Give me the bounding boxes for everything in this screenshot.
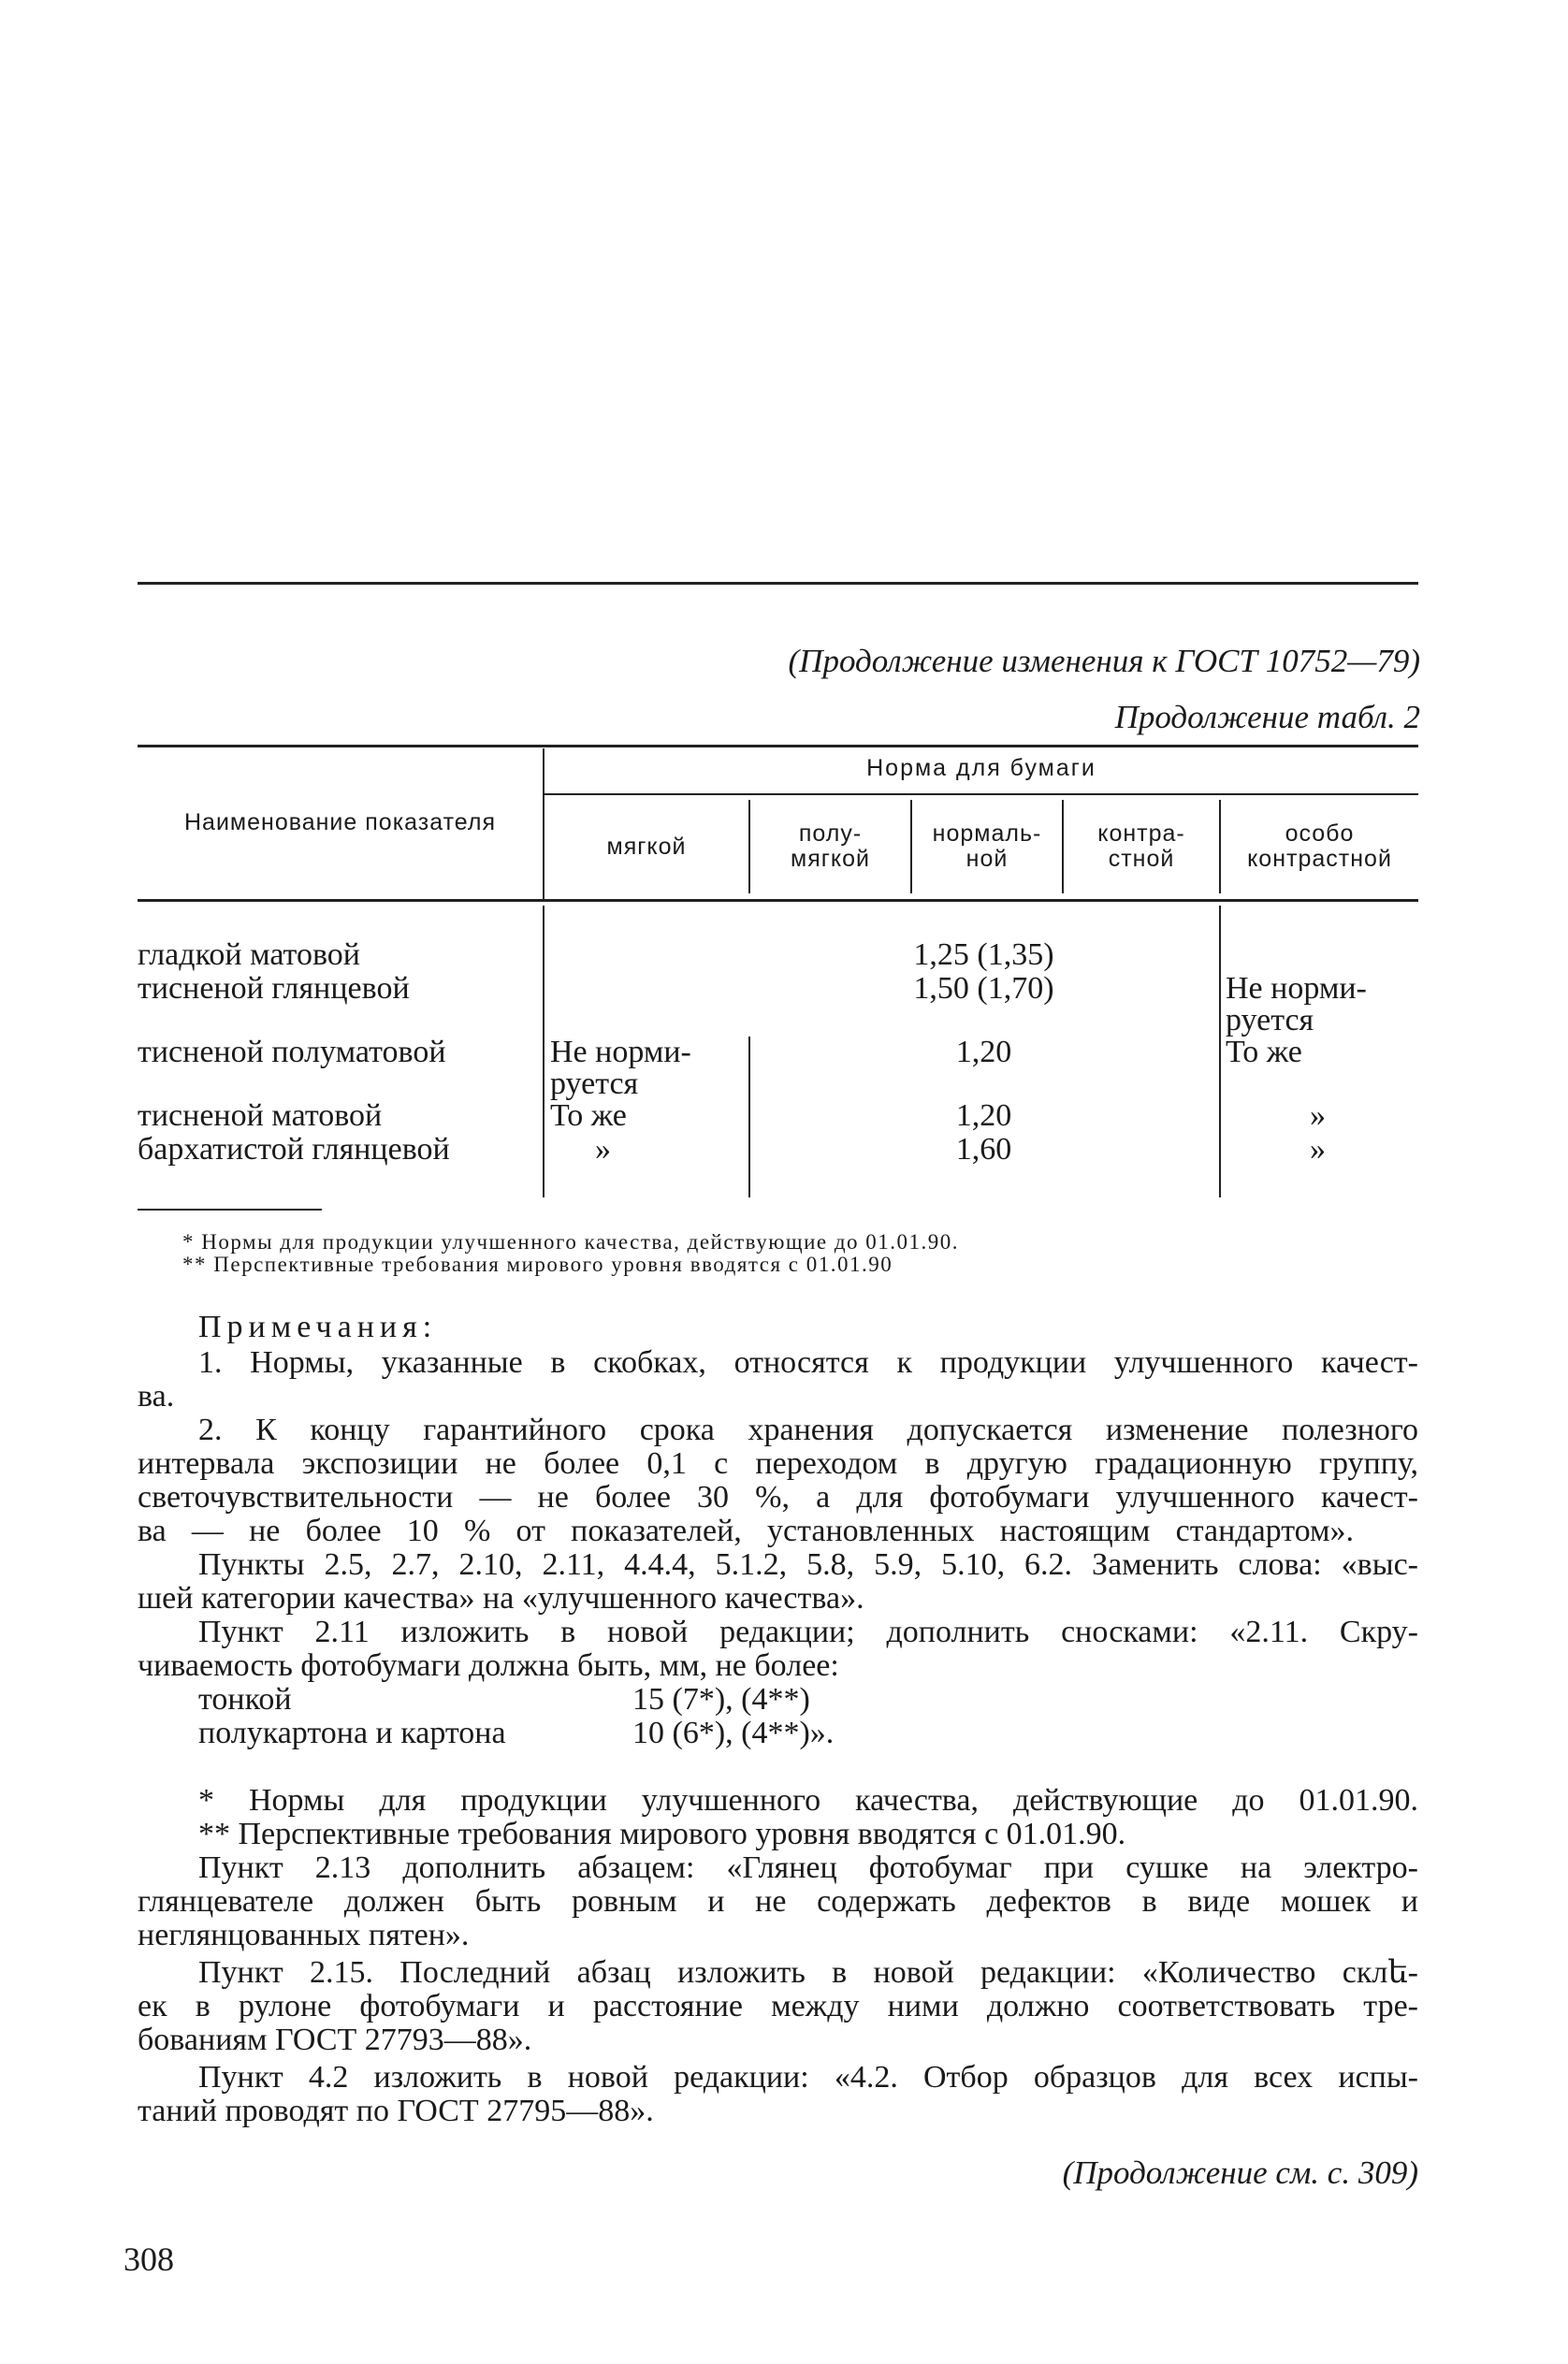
col-semisoft-header: полу- мягкой: [791, 820, 870, 872]
body-line: светочувствительности — не более 30 %, а для фотобумаги улучшенного качест-: [138, 1480, 1418, 1515]
curl-label-1: тонкой: [198, 1682, 292, 1717]
col-soft-header: мягкой: [606, 834, 687, 860]
curl-value-1: 15 (7*), (4**): [632, 1682, 810, 1717]
body-line: * Нормы для продукции улучшенного качества, действующие до 01.01.90.: [198, 1783, 1418, 1818]
group-header-rule: [543, 793, 1418, 795]
body-line: интервала экспозиции не более 0,1 с переходом в другую градационную группу,: [138, 1446, 1418, 1481]
body-line: шей категории качества» на «улучшенного качества».: [138, 1581, 864, 1616]
row-extra-2: Не норми- руется: [1226, 971, 1367, 1037]
row-value-4: 1,20: [955, 1098, 1012, 1133]
table-footnote-1: * Нормы для продукции улучшенного качества, действующие до 01.01.90.: [182, 1230, 960, 1254]
col-divider-1-body: [543, 906, 544, 1197]
table-continuation-label: Продолжение табл. 2: [1114, 699, 1420, 735]
col-normal-header: нормаль- ной: [932, 820, 1042, 872]
body-line: Пункты 2.5, 2.7, 2.10, 2.11, 4.4.4, 5.1.2, 5.8, 5.9, 5.10, 6.2. Заменить слова: «выс-: [198, 1547, 1418, 1582]
row-soft-4: То же: [550, 1098, 627, 1133]
footer-continuation: (Продолжение см. с. 309): [1062, 2154, 1418, 2191]
header-bottom-rule: [138, 899, 1418, 902]
row-soft-5: »: [595, 1132, 611, 1167]
row-soft-3: Не норми- руется: [550, 1035, 691, 1101]
body-line: глянцевателе должен быть ровным и не содержать дефектов в виде мошек и: [138, 1884, 1418, 1919]
row-extra-4: »: [1310, 1098, 1326, 1133]
body-line: чиваемость фотобумаги должна быть, мм, не более:: [138, 1648, 839, 1683]
body-line: Пункт 2.15. Последний абзац изложить в новой редакции: «Количество склե-: [198, 1955, 1418, 1990]
top-rule: [138, 582, 1418, 585]
table-top-rule: [138, 745, 1418, 747]
curl-value-2: 10 (6*), (4**)».: [632, 1716, 835, 1750]
row-value-3: 1,20: [955, 1035, 1012, 1069]
row-name-2: тисненой глянцевой: [138, 971, 410, 1006]
body-line: неглянцованных пятен».: [138, 1918, 470, 1952]
body-line: Пункт 4.2 изложить в новой редакции: «4.2. Отбор образцов для всех испы-: [198, 2060, 1418, 2095]
row-value-2: 1,50 (1,70): [913, 971, 1054, 1006]
row-value-5: 1,60: [955, 1132, 1012, 1167]
col-indicator-header: Наименование показателя: [184, 809, 496, 835]
body-line: 1. Нормы, указанные в скобках, относятся к продукции улучшенного качест-: [198, 1345, 1418, 1380]
continuation-header: (Продолжение изменения к ГОСТ 10752—79): [788, 643, 1420, 679]
body-line: ва.: [138, 1379, 175, 1414]
notes-title: Примечания:: [198, 1310, 438, 1344]
row-name-4: тисненой матовой: [138, 1098, 383, 1133]
body-line: ** Перспективные требования мирового уровня вводятся с 01.01.90.: [198, 1817, 1126, 1851]
col-contrast-header: контра- стной: [1097, 820, 1185, 872]
page-number: 308: [123, 2241, 174, 2278]
row-value-1: 1,25 (1,35): [913, 937, 1054, 972]
row-name-3: тисненой полуматовой: [138, 1035, 446, 1069]
footnote-rule: [138, 1209, 322, 1211]
row-extra-3: То же: [1226, 1035, 1302, 1069]
body-line: таний проводят по ГОСТ 27795—88».: [138, 2094, 654, 2128]
table-footnote-2: ** Перспективные требования мирового уровня вводятся с 01.01.90: [182, 1253, 893, 1276]
col-extra-header: особо контрастной: [1247, 820, 1392, 872]
row-name-5: бархатистой глянцевой: [138, 1132, 450, 1167]
curl-label-2: полукартона и картона: [198, 1716, 506, 1750]
body-line: ва — не более 10 % от показателей, установленных настоящим стандартом».: [138, 1514, 1354, 1548]
body-line: ек в рулоне фотобумаги и расстояние между ними должно соответствовать тре-: [138, 1989, 1418, 2023]
body-line: Пункт 2.13 дополнить абзацем: «Глянец фотобумаг при сушке на электро-: [198, 1850, 1418, 1885]
body-line: 2. К концу гарантийного срока хранения допускается изменение полезного: [198, 1413, 1418, 1447]
row-name-1: гладкой матовой: [138, 937, 360, 972]
group-header: Норма для бумаги: [866, 755, 1096, 781]
body-line: Пункт 2.11 изложить в новой редакции; дополнить сносками: «2.11. Скру-: [198, 1615, 1418, 1649]
body-line: бованиям ГОСТ 27793—88».: [138, 2023, 532, 2057]
row-extra-5: »: [1310, 1132, 1326, 1167]
